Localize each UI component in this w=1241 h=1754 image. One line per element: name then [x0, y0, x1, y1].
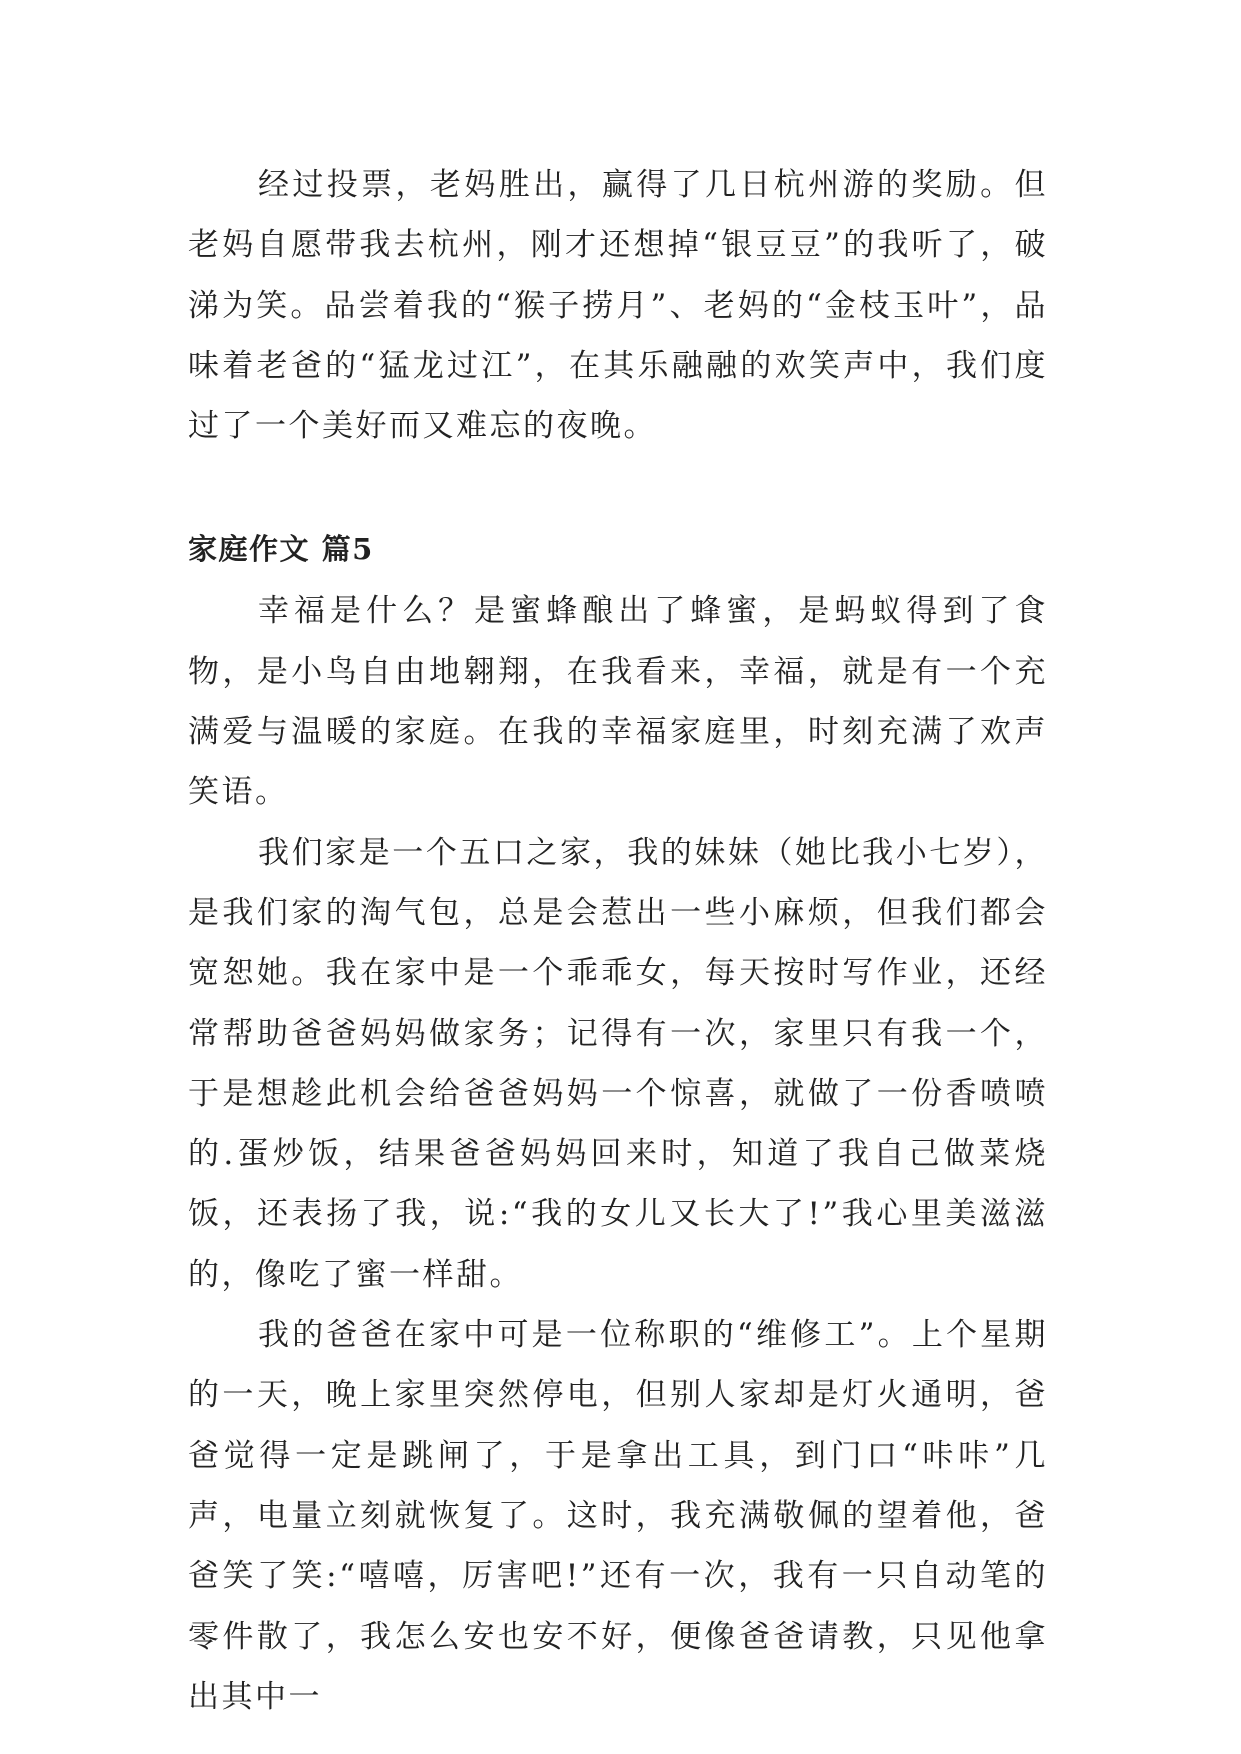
paragraph-4: 我的爸爸在家中可是一位称职的“维修工”。上个星期的一天，晚上家里突然停电，但别人家却是灯火通明，爸爸觉得一定是跳闸了，于是拿出工具，到门口“咔咔”几声，电量立刻就恢复了。这时，我充满敬佩的望着他，爸爸笑了笑:“嘻嘻，厉害吧!”还有一次，我有一只自动笔的零件散了，我怎么安也安不好，便像爸爸请教，只见他拿出其中一 — [188, 1317, 1048, 1715]
document-body — [188, 155, 1048, 1727]
section-heading: 家庭作文 篇5 — [188, 532, 374, 567]
paragraph-3: 我们家是一个五口之家，我的妹妹（她比我小七岁），是我们家的淘气包，总是会惹出一些小麻烦，但我们都会宽恕她。我在家中是一个乖乖女，每天按时写作业，还经常帮助爸爸妈妈做家务；记得有一次，家里只有我一个，于是想趁此机会给爸爸妈妈一个惊喜，就做了一份香喷喷的.蛋炒饭，结果爸爸妈妈回来时，知道了我自己做菜烧饭，还表扬了我，说:“我的女儿又长大了!”我心里美滋滋的，像吃了蜜一样甜。 — [188, 834, 1048, 1293]
paragraph-2: 幸福是什么？是蜜蜂酿出了蜂蜜，是蚂蚁得到了食物，是小鸟自由地翱翔，在我看来，幸福，就是有一个充满爱与温暖的家庭。在我的幸福家庭里，时刻充满了欢声笑语。 — [188, 593, 1048, 811]
paragraph-1: 经过投票，老妈胜出，赢得了几日杭州游的奖励。但老妈自愿带我去杭州，刚才还想掉“银豆豆”的我听了，破涕为笑。品尝着我的“猴子捞月”、老妈的“金枝玉叶”，品味着老爸的“猛龙过江”，在其乐融融的欢笑声中，我们度过了一个美好而又难忘的夜晚。 — [188, 167, 1048, 445]
